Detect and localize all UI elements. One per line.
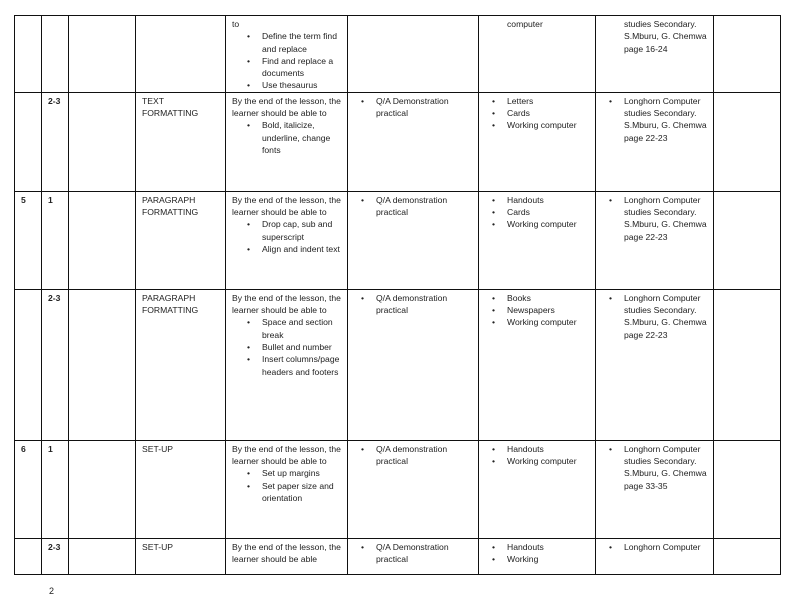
bullet-item: • Q/A demonstration practical	[376, 443, 473, 468]
topic-cell	[136, 16, 226, 93]
activities-cell	[348, 191, 479, 289]
bullet-item: • Handouts	[507, 443, 590, 455]
topic-cell: SET-UP	[136, 538, 226, 574]
bullet-item: • Cards	[507, 107, 590, 119]
lesson-cell: 1	[42, 191, 69, 289]
table-row	[15, 92, 781, 191]
bullet-item: • Handouts	[507, 194, 590, 206]
bullet-item: • Working computer	[507, 316, 590, 328]
remarks-cell	[714, 16, 781, 93]
lesson-cell: 2-3	[42, 538, 69, 574]
remarks-cell	[714, 440, 781, 538]
bullet-item: • Q/A demonstration practical	[376, 292, 473, 317]
table-row	[15, 191, 781, 289]
bullet-item: • Q/A demonstration practical	[376, 194, 473, 219]
references-cell	[596, 538, 714, 574]
objectives-cell	[226, 92, 348, 191]
remarks-cell	[714, 538, 781, 574]
activities-cell	[348, 538, 479, 574]
scheme-of-work-table	[14, 15, 781, 575]
bullet-item: • Longhorn Computer	[624, 541, 708, 553]
bullet-list	[232, 30, 342, 91]
bullet-list	[485, 292, 590, 329]
objectives-cell	[226, 191, 348, 289]
references-cell	[596, 440, 714, 538]
week-cell: 5	[15, 191, 42, 289]
bullet-list	[485, 443, 590, 468]
resource-continued: computer	[507, 19, 543, 29]
bullet-item: • Letters	[507, 95, 590, 107]
table-row	[15, 16, 781, 93]
activities-cell	[348, 92, 479, 191]
resources-cell	[479, 440, 596, 538]
blank-cell	[69, 289, 136, 440]
lesson-cell	[42, 16, 69, 93]
week-cell	[15, 289, 42, 440]
bullet-list	[232, 467, 342, 504]
references-cell	[596, 191, 714, 289]
bullet-item: • Longhorn Computer studies Secondary. S.Mburu, G. Chemwa page 33-35	[624, 443, 708, 492]
resources-cell	[479, 16, 596, 93]
bullet-item: • Working	[507, 553, 590, 565]
objectives-cell	[226, 440, 348, 538]
bullet-item: • Set paper size and orientation	[262, 480, 342, 505]
bullet-list	[232, 316, 342, 377]
table-row	[15, 440, 781, 538]
bullet-item: • Drop cap, sub and superscript	[262, 218, 342, 243]
references-cell	[596, 16, 714, 93]
objectives-intro: By the end of the lesson, the learner should be able to	[232, 95, 341, 119]
lesson-cell: 2-3	[42, 92, 69, 191]
bullet-item: • Q/A Demonstration practical	[376, 95, 473, 120]
references-cell	[596, 92, 714, 191]
bullet-list	[602, 292, 708, 341]
bullet-list	[232, 119, 342, 156]
resources-cell	[479, 538, 596, 574]
bullet-item: • Cards	[507, 206, 590, 218]
objectives-cell	[226, 16, 348, 93]
objectives-intro: By the end of the lesson, the learner should be able	[232, 541, 341, 565]
activities-cell	[348, 289, 479, 440]
remarks-cell	[714, 191, 781, 289]
bullet-item: • Define the term find and replace	[262, 30, 342, 55]
table-row	[15, 538, 781, 574]
objectives-intro: to	[232, 19, 240, 29]
references-cell	[596, 289, 714, 440]
bullet-item: • Bullet and number	[262, 341, 342, 353]
week-cell	[15, 92, 42, 191]
bullet-item: • Longhorn Computer studies Secondary. S.Mburu, G. Chemwa page 22-23	[624, 194, 708, 243]
bullet-list	[354, 541, 473, 566]
bullet-list	[354, 194, 473, 219]
bullet-list	[602, 443, 708, 492]
week-cell	[15, 16, 42, 93]
bullet-list	[485, 541, 590, 566]
blank-cell	[69, 538, 136, 574]
lesson-cell: 2-3	[42, 289, 69, 440]
objectives-cell	[226, 289, 348, 440]
bullet-item: • Longhorn Computer studies Secondary. S.Mburu, G. Chemwa page 22-23	[624, 292, 708, 341]
table-row	[15, 289, 781, 440]
bullet-list	[602, 541, 708, 553]
topic-cell: PARAGRAPH FORMATTING	[136, 191, 226, 289]
bullet-item: • Q/A Demonstration practical	[376, 541, 473, 566]
bullet-item: • Working computer	[507, 455, 590, 467]
bullet-list	[485, 194, 590, 231]
bullet-item: • Newspapers	[507, 304, 590, 316]
lesson-cell: 1	[42, 440, 69, 538]
page-number: 2	[49, 586, 55, 596]
objectives-intro: By the end of the lesson, the learner should be able to	[232, 194, 341, 218]
bullet-item: • Use thesaurus	[262, 79, 342, 91]
bullet-list	[602, 194, 708, 243]
activities-cell	[348, 440, 479, 538]
bullet-item: • Align and indent text	[262, 243, 342, 255]
resources-cell	[479, 92, 596, 191]
bullet-item: • Find and replace a documents	[262, 55, 342, 80]
bullet-list	[232, 218, 342, 255]
objectives-intro: By the end of the lesson, the learner should be able to	[232, 443, 341, 467]
bullet-list	[354, 443, 473, 468]
bullet-item: • Insert columns/page headers and footers	[262, 353, 342, 378]
blank-cell	[69, 92, 136, 191]
bullet-list	[602, 95, 708, 144]
bullet-item: • Set up margins	[262, 467, 342, 479]
week-cell: 6	[15, 440, 42, 538]
bullet-item: • Bold, italicize, underline, change fonts	[262, 119, 342, 156]
bullet-item: • Working computer	[507, 119, 590, 131]
bullet-item: • Space and section break	[262, 316, 342, 341]
resources-cell	[479, 191, 596, 289]
bullet-item: • Handouts	[507, 541, 590, 553]
blank-cell	[69, 16, 136, 93]
remarks-cell	[714, 289, 781, 440]
bullet-list	[354, 95, 473, 120]
remarks-cell	[714, 92, 781, 191]
resources-cell	[479, 289, 596, 440]
objectives-cell	[226, 538, 348, 574]
bullet-item: • Working computer	[507, 218, 590, 230]
bullet-list	[485, 95, 590, 132]
topic-cell: PARAGRAPH FORMATTING	[136, 289, 226, 440]
activities-cell	[348, 16, 479, 93]
week-cell	[15, 538, 42, 574]
bullet-item: • Longhorn Computer studies Secondary. S.Mburu, G. Chemwa page 22-23	[624, 95, 708, 144]
topic-cell: SET-UP	[136, 440, 226, 538]
objectives-intro: By the end of the lesson, the learner should be able to	[232, 292, 341, 316]
blank-cell	[69, 191, 136, 289]
bullet-list	[354, 292, 473, 317]
topic-cell: TEXT FORMATTING	[136, 92, 226, 191]
reference-continued: studies Secondary. S.Mburu, G. Chemwa page 16-24	[624, 19, 707, 54]
bullet-item: • Books	[507, 292, 590, 304]
blank-cell	[69, 440, 136, 538]
